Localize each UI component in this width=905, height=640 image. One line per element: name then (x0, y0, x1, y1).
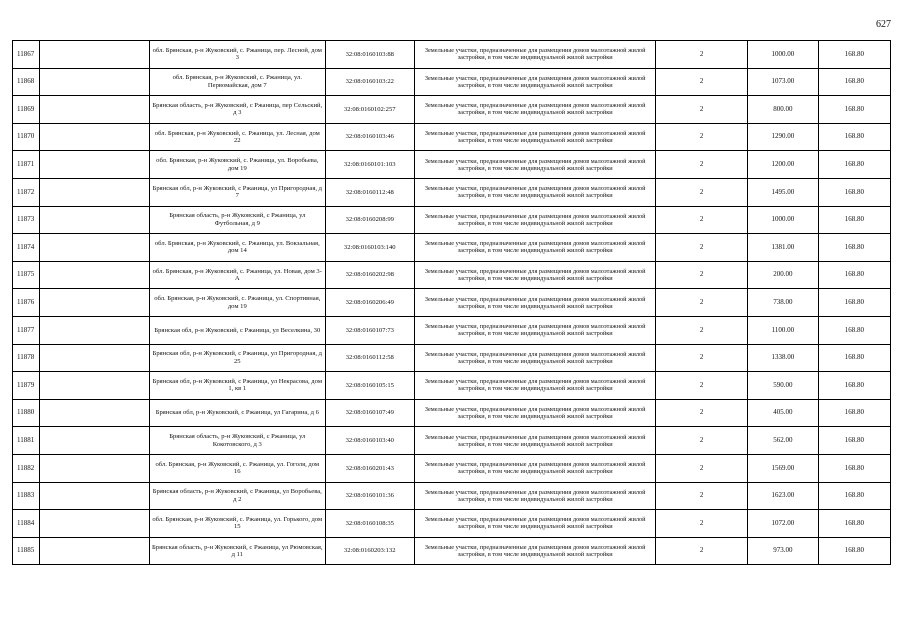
cadastral-number-cell: 32:08:0160101:36 (325, 482, 414, 510)
group-cell: 2 (656, 344, 747, 372)
area-cell: 1072.00 (747, 510, 818, 538)
blank-cell (40, 454, 150, 482)
group-cell: 2 (656, 178, 747, 206)
rate-cell: 168.80 (818, 96, 890, 124)
land-use-cell: Земельные участки, предназначенные для размещения домов малоэтажной жилой застройки, в том числе индивидуальной жилой застройки (414, 289, 656, 317)
cadastral-number-cell: 32:08:0160107:49 (325, 399, 414, 427)
land-use-cell: Земельные участки, предназначенные для размещения домов малоэтажной жилой застройки, в том числе индивидуальной жилой застройки (414, 372, 656, 400)
table-row (13, 427, 891, 455)
blank-cell (40, 206, 150, 234)
land-use-cell: Земельные участки, предназначенные для размещения домов малоэтажной жилой застройки, в том числе индивидуальной жилой застройки (414, 344, 656, 372)
table-row (13, 206, 891, 234)
area-cell: 1200.00 (747, 151, 818, 179)
row-number: 11879 (13, 372, 40, 400)
rate-cell: 168.80 (818, 399, 890, 427)
address-cell: Брянская обл, р-н Жуковский, с Ржаница, ул Пригородная, д 7 (150, 178, 326, 206)
address-cell: обл. Брянская, р-н Жуковский, с. Ржаница, ул. Спортивная, дом 19 (150, 289, 326, 317)
rate-cell: 168.80 (818, 454, 890, 482)
table-row (13, 41, 891, 69)
address-cell: обл. Брянская, р-н Жуковский, с. Ржаница, ул. Воробьева, дом 19 (150, 151, 326, 179)
group-cell: 2 (656, 151, 747, 179)
blank-cell (40, 151, 150, 179)
address-cell: обл. Брянская, р-н Жуковский, с. Ржаница, ул. Вокзальная, дом 14 (150, 234, 326, 262)
land-use-cell: Земельные участки, предназначенные для размещения домов малоэтажной жилой застройки, в том числе индивидуальной жилой застройки (414, 427, 656, 455)
table-row (13, 151, 891, 179)
land-use-cell: Земельные участки, предназначенные для размещения домов малоэтажной жилой застройки, в том числе индивидуальной жилой застройки (414, 316, 656, 344)
area-cell: 405.00 (747, 399, 818, 427)
address-cell: Брянская обл, р-н Жуковский, с Ржаница, ул Веселкина, 30 (150, 316, 326, 344)
address-cell: Брянская область, р-н Жуковский, с Ржаница, пер Сельский, д 3 (150, 96, 326, 124)
address-cell: обл. Брянская, р-н Жуковский, с. Ржаница, ул. Лесная, дом 22 (150, 123, 326, 151)
table-row (13, 454, 891, 482)
land-use-cell: Земельные участки, предназначенные для размещения домов малоэтажной жилой застройки, в том числе индивидуальной жилой застройки (414, 510, 656, 538)
blank-cell (40, 41, 150, 69)
cadastral-number-cell: 32:08:0160112:48 (325, 178, 414, 206)
rate-cell: 168.80 (818, 151, 890, 179)
cadastral-number-cell: 32:08:0160102:257 (325, 96, 414, 124)
group-cell: 2 (656, 289, 747, 317)
rate-cell: 168.80 (818, 178, 890, 206)
cadastral-number-cell: 32:08:0160105:15 (325, 372, 414, 400)
cadastral-number-cell: 32:08:0160101:103 (325, 151, 414, 179)
rate-cell: 168.80 (818, 41, 890, 69)
address-cell: Брянская обл, р-н Жуковский, с Ржаница, ул Некрасова, дом 1, кв 1 (150, 372, 326, 400)
group-cell: 2 (656, 427, 747, 455)
group-cell: 2 (656, 399, 747, 427)
group-cell: 2 (656, 41, 747, 69)
rate-cell: 168.80 (818, 68, 890, 96)
area-cell: 1381.00 (747, 234, 818, 262)
table-row (13, 482, 891, 510)
row-number: 11875 (13, 261, 40, 289)
cadastral-number-cell: 32:08:0160112:58 (325, 344, 414, 372)
blank-cell (40, 178, 150, 206)
area-cell: 738.00 (747, 289, 818, 317)
row-number: 11869 (13, 96, 40, 124)
table-row (13, 316, 891, 344)
area-cell: 1495.00 (747, 178, 818, 206)
address-cell: обл. Брянская, р-н Жуковский, с. Ржаница, ул. Горького, дом 15 (150, 510, 326, 538)
rate-cell: 168.80 (818, 372, 890, 400)
land-use-cell: Земельные участки, предназначенные для размещения домов малоэтажной жилой застройки, в том числе индивидуальной жилой застройки (414, 206, 656, 234)
row-number: 11874 (13, 234, 40, 262)
table-row (13, 234, 891, 262)
area-cell: 1073.00 (747, 68, 818, 96)
blank-cell (40, 537, 150, 565)
cadastral-number-cell: 32:08:0160103:46 (325, 123, 414, 151)
blank-cell (40, 68, 150, 96)
row-number: 11883 (13, 482, 40, 510)
table-row (13, 96, 891, 124)
land-use-cell: Земельные участки, предназначенные для размещения домов малоэтажной жилой застройки, в том числе индивидуальной жилой застройки (414, 123, 656, 151)
row-number: 11881 (13, 427, 40, 455)
table-row (13, 344, 891, 372)
area-cell: 562.00 (747, 427, 818, 455)
land-use-cell: Земельные участки, предназначенные для размещения домов малоэтажной жилой застройки, в том числе индивидуальной жилой застройки (414, 96, 656, 124)
row-number: 11876 (13, 289, 40, 317)
row-number: 11878 (13, 344, 40, 372)
cadastral-number-cell: 32:08:0160103:140 (325, 234, 414, 262)
area-cell: 200.00 (747, 261, 818, 289)
area-cell: 1000.00 (747, 41, 818, 69)
blank-cell (40, 289, 150, 317)
rate-cell: 168.80 (818, 289, 890, 317)
address-cell: обл. Брянская, р-н Жуковский, с. Ржаница, ул. Первомайская, дом 7 (150, 68, 326, 96)
row-number: 11884 (13, 510, 40, 538)
land-use-cell: Земельные участки, предназначенные для размещения домов малоэтажной жилой застройки, в том числе индивидуальной жилой застройки (414, 41, 656, 69)
blank-cell (40, 344, 150, 372)
address-cell: Брянская обл, р-н Жуковский, с Ржаница, ул Пригородная, д 25 (150, 344, 326, 372)
blank-cell (40, 316, 150, 344)
area-cell: 1623.00 (747, 482, 818, 510)
area-cell: 1569.00 (747, 454, 818, 482)
group-cell: 2 (656, 68, 747, 96)
group-cell: 2 (656, 316, 747, 344)
address-cell: Брянская область, р-н Жуковский, с Ржаница, ул Кокотовского, д 3 (150, 427, 326, 455)
group-cell: 2 (656, 482, 747, 510)
table-row (13, 510, 891, 538)
table-row (13, 123, 891, 151)
row-number: 11872 (13, 178, 40, 206)
address-cell: Брянская область, р-н Жуковский, с Ржаница, ул Рюмовская, д 11 (150, 537, 326, 565)
table-row (13, 178, 891, 206)
table-row (13, 399, 891, 427)
group-cell: 2 (656, 454, 747, 482)
cadastral-number-cell: 32:08:0160202:98 (325, 261, 414, 289)
rate-cell: 168.80 (818, 234, 890, 262)
rate-cell: 168.80 (818, 123, 890, 151)
blank-cell (40, 372, 150, 400)
cadastral-number-cell: 32:08:0160108:35 (325, 510, 414, 538)
row-number: 11880 (13, 399, 40, 427)
table-row (13, 537, 891, 565)
blank-cell (40, 427, 150, 455)
group-cell: 2 (656, 234, 747, 262)
rate-cell: 168.80 (818, 510, 890, 538)
rate-cell: 168.80 (818, 206, 890, 234)
cadastral-value-table (12, 40, 891, 565)
area-cell: 800.00 (747, 96, 818, 124)
group-cell: 2 (656, 206, 747, 234)
table-body (13, 41, 891, 565)
cadastral-number-cell: 32:08:0160206:49 (325, 289, 414, 317)
row-number: 11882 (13, 454, 40, 482)
blank-cell (40, 234, 150, 262)
area-cell: 973.00 (747, 537, 818, 565)
land-use-cell: Земельные участки, предназначенные для размещения домов малоэтажной жилой застройки, в том числе индивидуальной жилой застройки (414, 399, 656, 427)
rate-cell: 168.80 (818, 261, 890, 289)
row-number: 11871 (13, 151, 40, 179)
land-use-cell: Земельные участки, предназначенные для размещения домов малоэтажной жилой застройки, в том числе индивидуальной жилой застройки (414, 454, 656, 482)
rate-cell: 168.80 (818, 427, 890, 455)
address-cell: Брянская область, р-н Жуковский, с Ржаница, ул Воробьева, д 2 (150, 482, 326, 510)
land-use-cell: Земельные участки, предназначенные для размещения домов малоэтажной жилой застройки, в том числе индивидуальной жилой застройки (414, 482, 656, 510)
row-number: 11867 (13, 41, 40, 69)
row-number: 11885 (13, 537, 40, 565)
group-cell: 2 (656, 96, 747, 124)
land-use-cell: Земельные участки, предназначенные для размещения домов малоэтажной жилой застройки, в том числе индивидуальной жилой застройки (414, 178, 656, 206)
address-cell: Брянская область, р-н Жуковский, с Ржаница, ул Футбольная, д 9 (150, 206, 326, 234)
area-cell: 1000.00 (747, 206, 818, 234)
cadastral-number-cell: 32:08:0160107:73 (325, 316, 414, 344)
address-cell: обл. Брянская, р-н Жуковский, с. Ржаница, ул. Гоголя, дом 16 (150, 454, 326, 482)
rate-cell: 168.80 (818, 344, 890, 372)
address-cell: обл. Брянская, р-н Жуковский, с. Ржаница, ул. Новая, дом 3-А (150, 261, 326, 289)
group-cell: 2 (656, 510, 747, 538)
cadastral-number-cell: 32:08:0160103:88 (325, 41, 414, 69)
group-cell: 2 (656, 123, 747, 151)
row-number: 11873 (13, 206, 40, 234)
cadastral-number-cell: 32:08:0160103:22 (325, 68, 414, 96)
cadastral-number-cell: 32:08:0160208:99 (325, 206, 414, 234)
blank-cell (40, 510, 150, 538)
group-cell: 2 (656, 372, 747, 400)
land-use-cell: Земельные участки, предназначенные для размещения домов малоэтажной жилой застройки, в том числе индивидуальной жилой застройки (414, 151, 656, 179)
cadastral-number-cell: 32:08:0160203:132 (325, 537, 414, 565)
blank-cell (40, 96, 150, 124)
rate-cell: 168.80 (818, 482, 890, 510)
land-use-cell: Земельные участки, предназначенные для размещения домов малоэтажной жилой застройки, в том числе индивидуальной жилой застройки (414, 68, 656, 96)
table-row (13, 372, 891, 400)
row-number: 11868 (13, 68, 40, 96)
row-number: 11870 (13, 123, 40, 151)
area-cell: 1100.00 (747, 316, 818, 344)
rate-cell: 168.80 (818, 537, 890, 565)
area-cell: 1338.00 (747, 344, 818, 372)
area-cell: 1290.00 (747, 123, 818, 151)
cadastral-number-cell: 32:08:0160201:43 (325, 454, 414, 482)
group-cell: 2 (656, 537, 747, 565)
page-number: 627 (876, 19, 891, 30)
land-use-cell: Земельные участки, предназначенные для размещения домов малоэтажной жилой застройки, в том числе индивидуальной жилой застройки (414, 537, 656, 565)
blank-cell (40, 261, 150, 289)
blank-cell (40, 123, 150, 151)
rate-cell: 168.80 (818, 316, 890, 344)
address-cell: Брянская обл, р-н Жуковский, с Ржаница, ул Гагарина, д 6 (150, 399, 326, 427)
blank-cell (40, 482, 150, 510)
land-use-cell: Земельные участки, предназначенные для размещения домов малоэтажной жилой застройки, в том числе индивидуальной жилой застройки (414, 261, 656, 289)
address-cell: обл. Брянская, р-н Жуковский, с. Ржаница, пер. Лесной, дом 3 (150, 41, 326, 69)
area-cell: 590.00 (747, 372, 818, 400)
land-use-cell: Земельные участки, предназначенные для размещения домов малоэтажной жилой застройки, в том числе индивидуальной жилой застройки (414, 234, 656, 262)
group-cell: 2 (656, 261, 747, 289)
row-number: 11877 (13, 316, 40, 344)
table-row (13, 68, 891, 96)
table-row (13, 289, 891, 317)
blank-cell (40, 399, 150, 427)
cadastral-number-cell: 32:08:0160103:40 (325, 427, 414, 455)
table-row (13, 261, 891, 289)
